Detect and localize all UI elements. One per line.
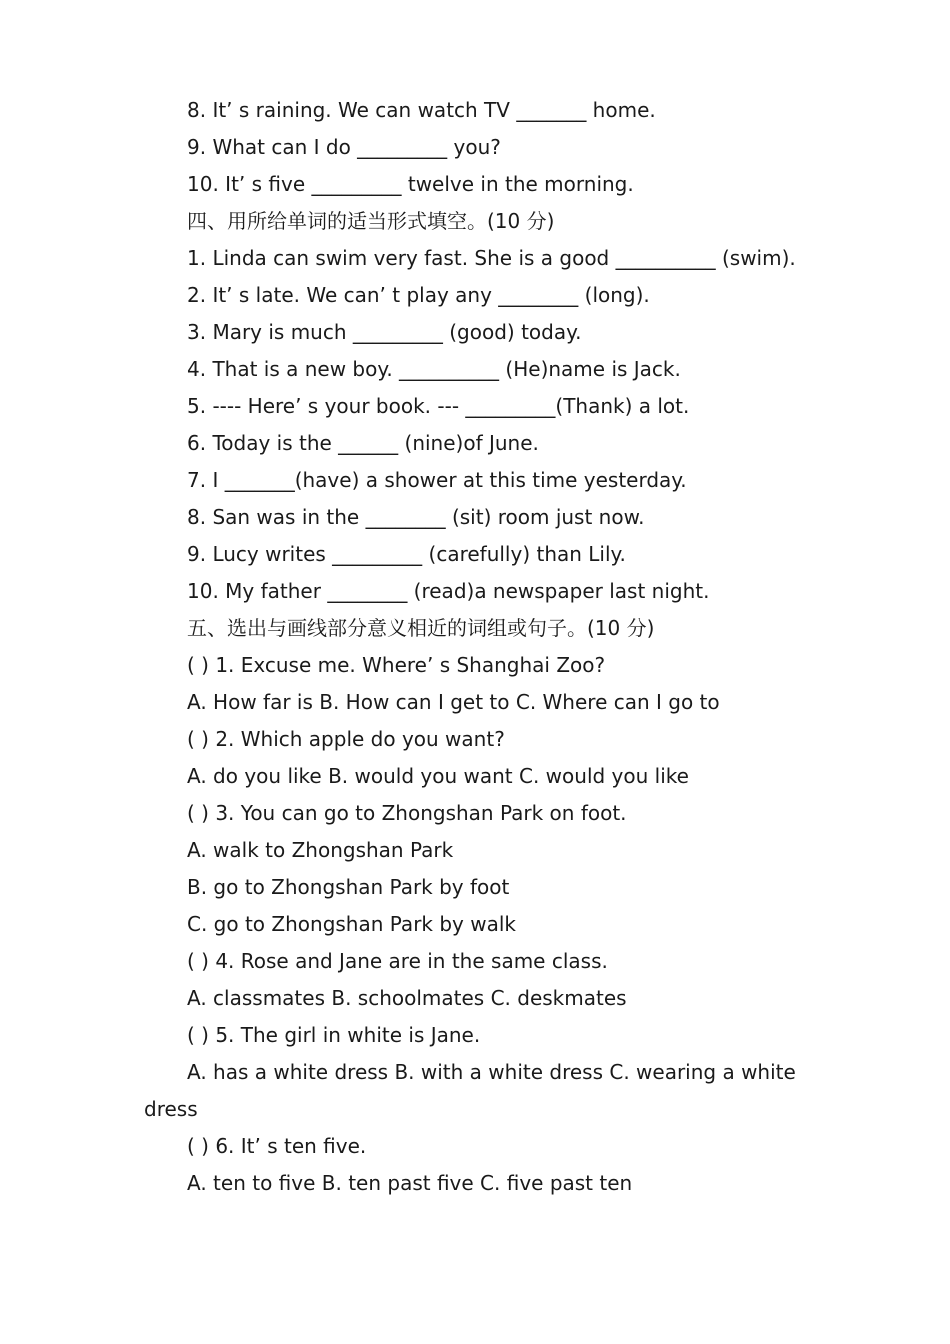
answer-option: C. go to Zhongshan Park by walk	[187, 912, 516, 936]
question-line: ( ) 4. Rose and Jane are in the same class.	[187, 949, 608, 973]
question-line: 10. It’ s five _________ twelve in the morning.	[187, 172, 634, 196]
answer-options: A. do you like B. would you want C. would you like	[187, 764, 689, 788]
answer-options: A. How far is B. How can I get to C. Where can I go to	[187, 690, 720, 714]
question-line: 4. That is a new boy. __________ (He)name is Jack.	[187, 357, 681, 381]
question-line: 6. Today is the ______ (nine)of June.	[187, 431, 539, 455]
question-line: 9. What can I do _________ you?	[187, 135, 501, 159]
section-heading-5: 五、选出与画线部分意义相近的词组或句子。(10 分)	[187, 616, 655, 640]
question-line: 2. It’ s late. We can’ t play any ________ (long).	[187, 283, 650, 307]
answer-options: A. has a white dress B. with a white dress C. wearing a white	[187, 1060, 796, 1084]
question-line: 9. Lucy writes _________ (carefully) than Lily.	[187, 542, 626, 566]
question-line: 8. San was in the ________ (sit) room just now.	[187, 505, 645, 529]
question-line: ( ) 2. Which apple do you want?	[187, 727, 505, 751]
question-line: ( ) 3. You can go to Zhongshan Park on foot.	[187, 801, 627, 825]
question-line: ( ) 6. It’ s ten five.	[187, 1134, 367, 1158]
question-line: 1. Linda can swim very fast. She is a good __________ (swim).	[187, 246, 796, 270]
question-line: ( ) 5. The girl in white is Jane.	[187, 1023, 481, 1047]
exercise-text	[144, 92, 824, 1202]
answer-options: A. ten to five B. ten past five C. five past ten	[187, 1171, 633, 1195]
question-line: 8. It’ s raining. We can watch TV _______ home.	[187, 98, 656, 122]
answer-options: A. classmates B. schoolmates C. deskmates	[187, 986, 627, 1010]
answer-options-continuation: dress	[144, 1097, 198, 1121]
question-line: ( ) 1. Excuse me. Where’ s Shanghai Zoo?	[187, 653, 606, 677]
answer-option: B. go to Zhongshan Park by foot	[187, 875, 510, 899]
answer-option: A. walk to Zhongshan Park	[187, 838, 454, 862]
section-heading-4: 四、用所给单词的适当形式填空。(10 分)	[187, 209, 555, 233]
question-line: 10. My father ________ (read)a newspaper last night.	[187, 579, 710, 603]
question-line: 3. Mary is much _________ (good) today.	[187, 320, 582, 344]
question-line: 7. I _______(have) a shower at this time yesterday.	[187, 468, 687, 492]
question-line: 5. ---- Here’ s your book. --- _________(Thank) a lot.	[187, 394, 690, 418]
